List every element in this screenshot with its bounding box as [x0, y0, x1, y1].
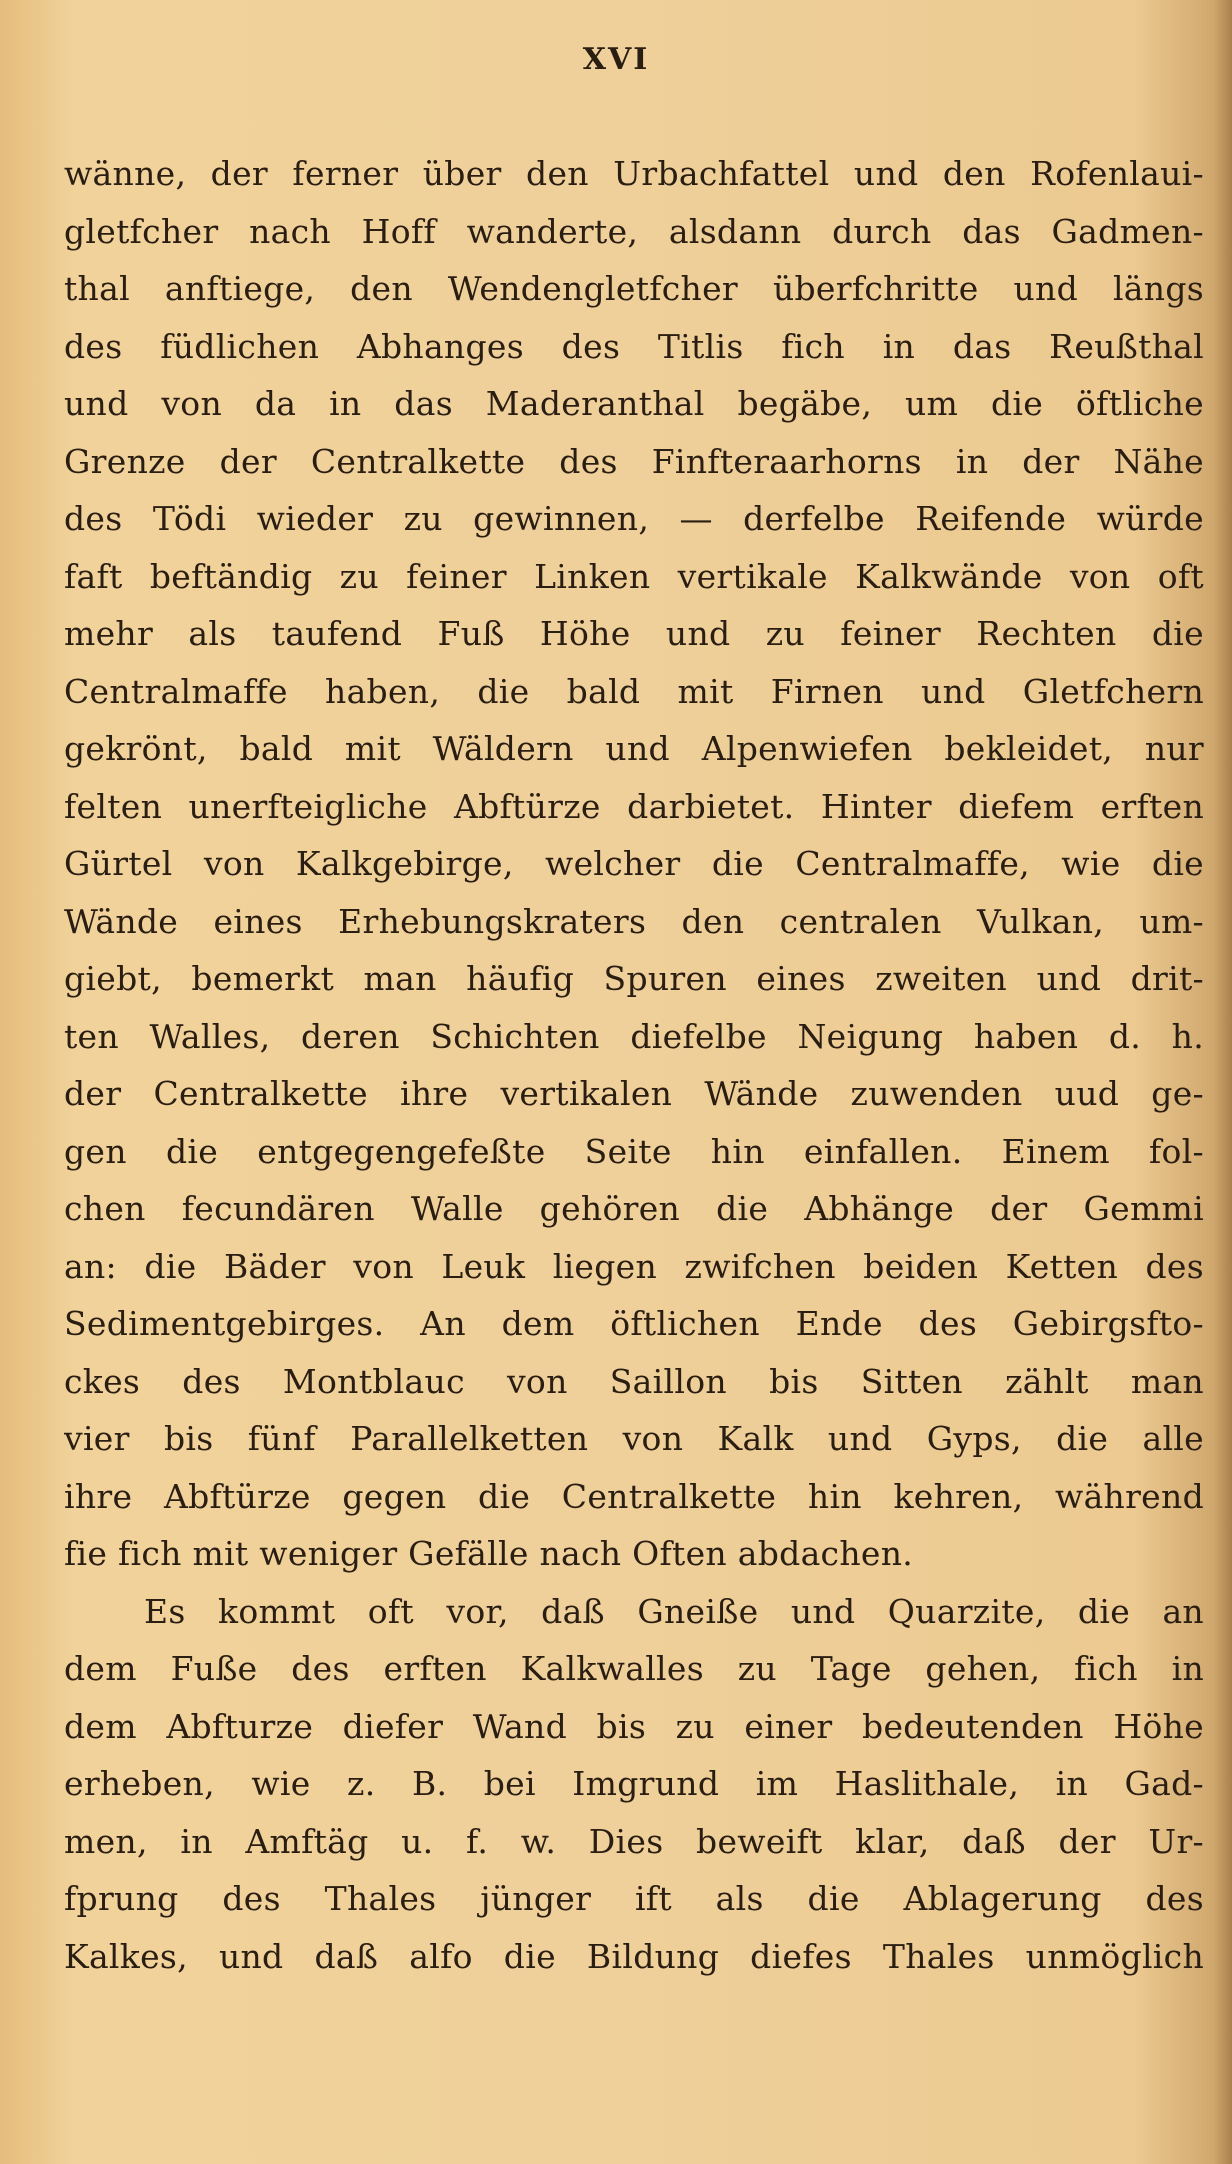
text-line: ckes des Montblauc von Saillon bis Sitten zählt man [64, 1361, 1204, 1401]
text-line: gletfcher nach Hoff wanderte, alsdann durch das Gadmen- [64, 211, 1204, 251]
text-line: giebt, bemerkt man häufig Spuren eines zweiten und drit- [64, 959, 1204, 998]
text-line: gekrönt, bald mit Wäldern und Alpenwiefen bekleidet, nur [64, 729, 1204, 768]
text-line: Grenze der Centralkette des Finfteraarhorns in der Nähe [64, 441, 1204, 481]
paragraph-start-line: Es kommt oft vor, daß Gneiße und Quarzite, die an [144, 1591, 1204, 1631]
text-line: an: die Bäder von Leuk liegen zwifchen beiden Ketten des [64, 1246, 1204, 1286]
text-line: Kalkes, und daß alfo die Bildung diefes Thales unmöglich [64, 1936, 1204, 1976]
text-line: des füdlichen Abhanges des Titlis fich in das Reußthal [64, 326, 1204, 366]
text-line: vier bis fünf Parallelketten von Kalk und Gyps, die alle [64, 1419, 1204, 1458]
text-line: Gürtel von Kalkgebirge, welcher die Centralmaffe, wie die [64, 844, 1204, 883]
text-line: dem Fuße des erften Kalkwalles zu Tage gehen, fich in [64, 1649, 1204, 1688]
text-line: wänne, der ferner über den Urbachfattel und den Rofenlaui- [64, 154, 1204, 193]
text-line: erheben, wie z. B. bei Imgrund im Haslithale, in Gad- [64, 1764, 1204, 1803]
page-number: XVI [582, 42, 650, 77]
text-line: gen die entgegengefeßte Seite hin einfallen. Einem fol- [64, 1131, 1204, 1171]
body-text [64, 145, 1204, 1985]
page-edge-shadow [1214, 0, 1232, 2164]
text-line: Sedimentgebirges. An dem öftlichen Ende des Gebirgsfto- [64, 1304, 1204, 1343]
text-line: der Centralkette ihre vertikalen Wände zuwenden uud ge- [64, 1074, 1204, 1113]
text-line: ihre Abftürze gegen die Centralkette hin kehren, während [64, 1476, 1204, 1516]
text-line: men, in Amftäg u. f. w. Dies beweift klar, daß der Ur- [64, 1821, 1204, 1861]
text-line: dem Abfturze diefer Wand bis zu einer bedeutenden Höhe [64, 1706, 1204, 1746]
text-line: Wände eines Erhebungskraters den centralen Vulkan, um- [64, 901, 1204, 941]
text-line: thal anftiege, den Wendengletfcher überfchritte und längs [64, 269, 1204, 308]
text-line: des Tödi wieder zu gewinnen, — derfelbe Reifende würde [64, 499, 1204, 538]
text-line: chen fecundären Walle gehören die Abhänge der Gemmi [64, 1189, 1204, 1228]
text-line: felten unerfteigliche Abftürze darbietet. Hinter diefem erften [64, 786, 1204, 826]
text-line: Centralmaffe haben, die bald mit Firnen und Gletfchern [64, 671, 1204, 711]
text-line: faft beftändig zu feiner Linken vertikale Kalkwände von oft [64, 556, 1204, 596]
text-line: mehr als taufend Fuß Höhe und zu feiner Rechten die [64, 614, 1204, 653]
text-line: ten Walles, deren Schichten diefelbe Neigung haben d. h. [64, 1016, 1204, 1056]
text-line: fprung des Thales jünger ift als die Ablagerung des [64, 1879, 1204, 1918]
text-line: fie fich mit weniger Gefälle nach Often abdachen. [64, 1534, 914, 1573]
text-line: und von da in das Maderanthal begäbe, um die öftliche [64, 384, 1204, 423]
